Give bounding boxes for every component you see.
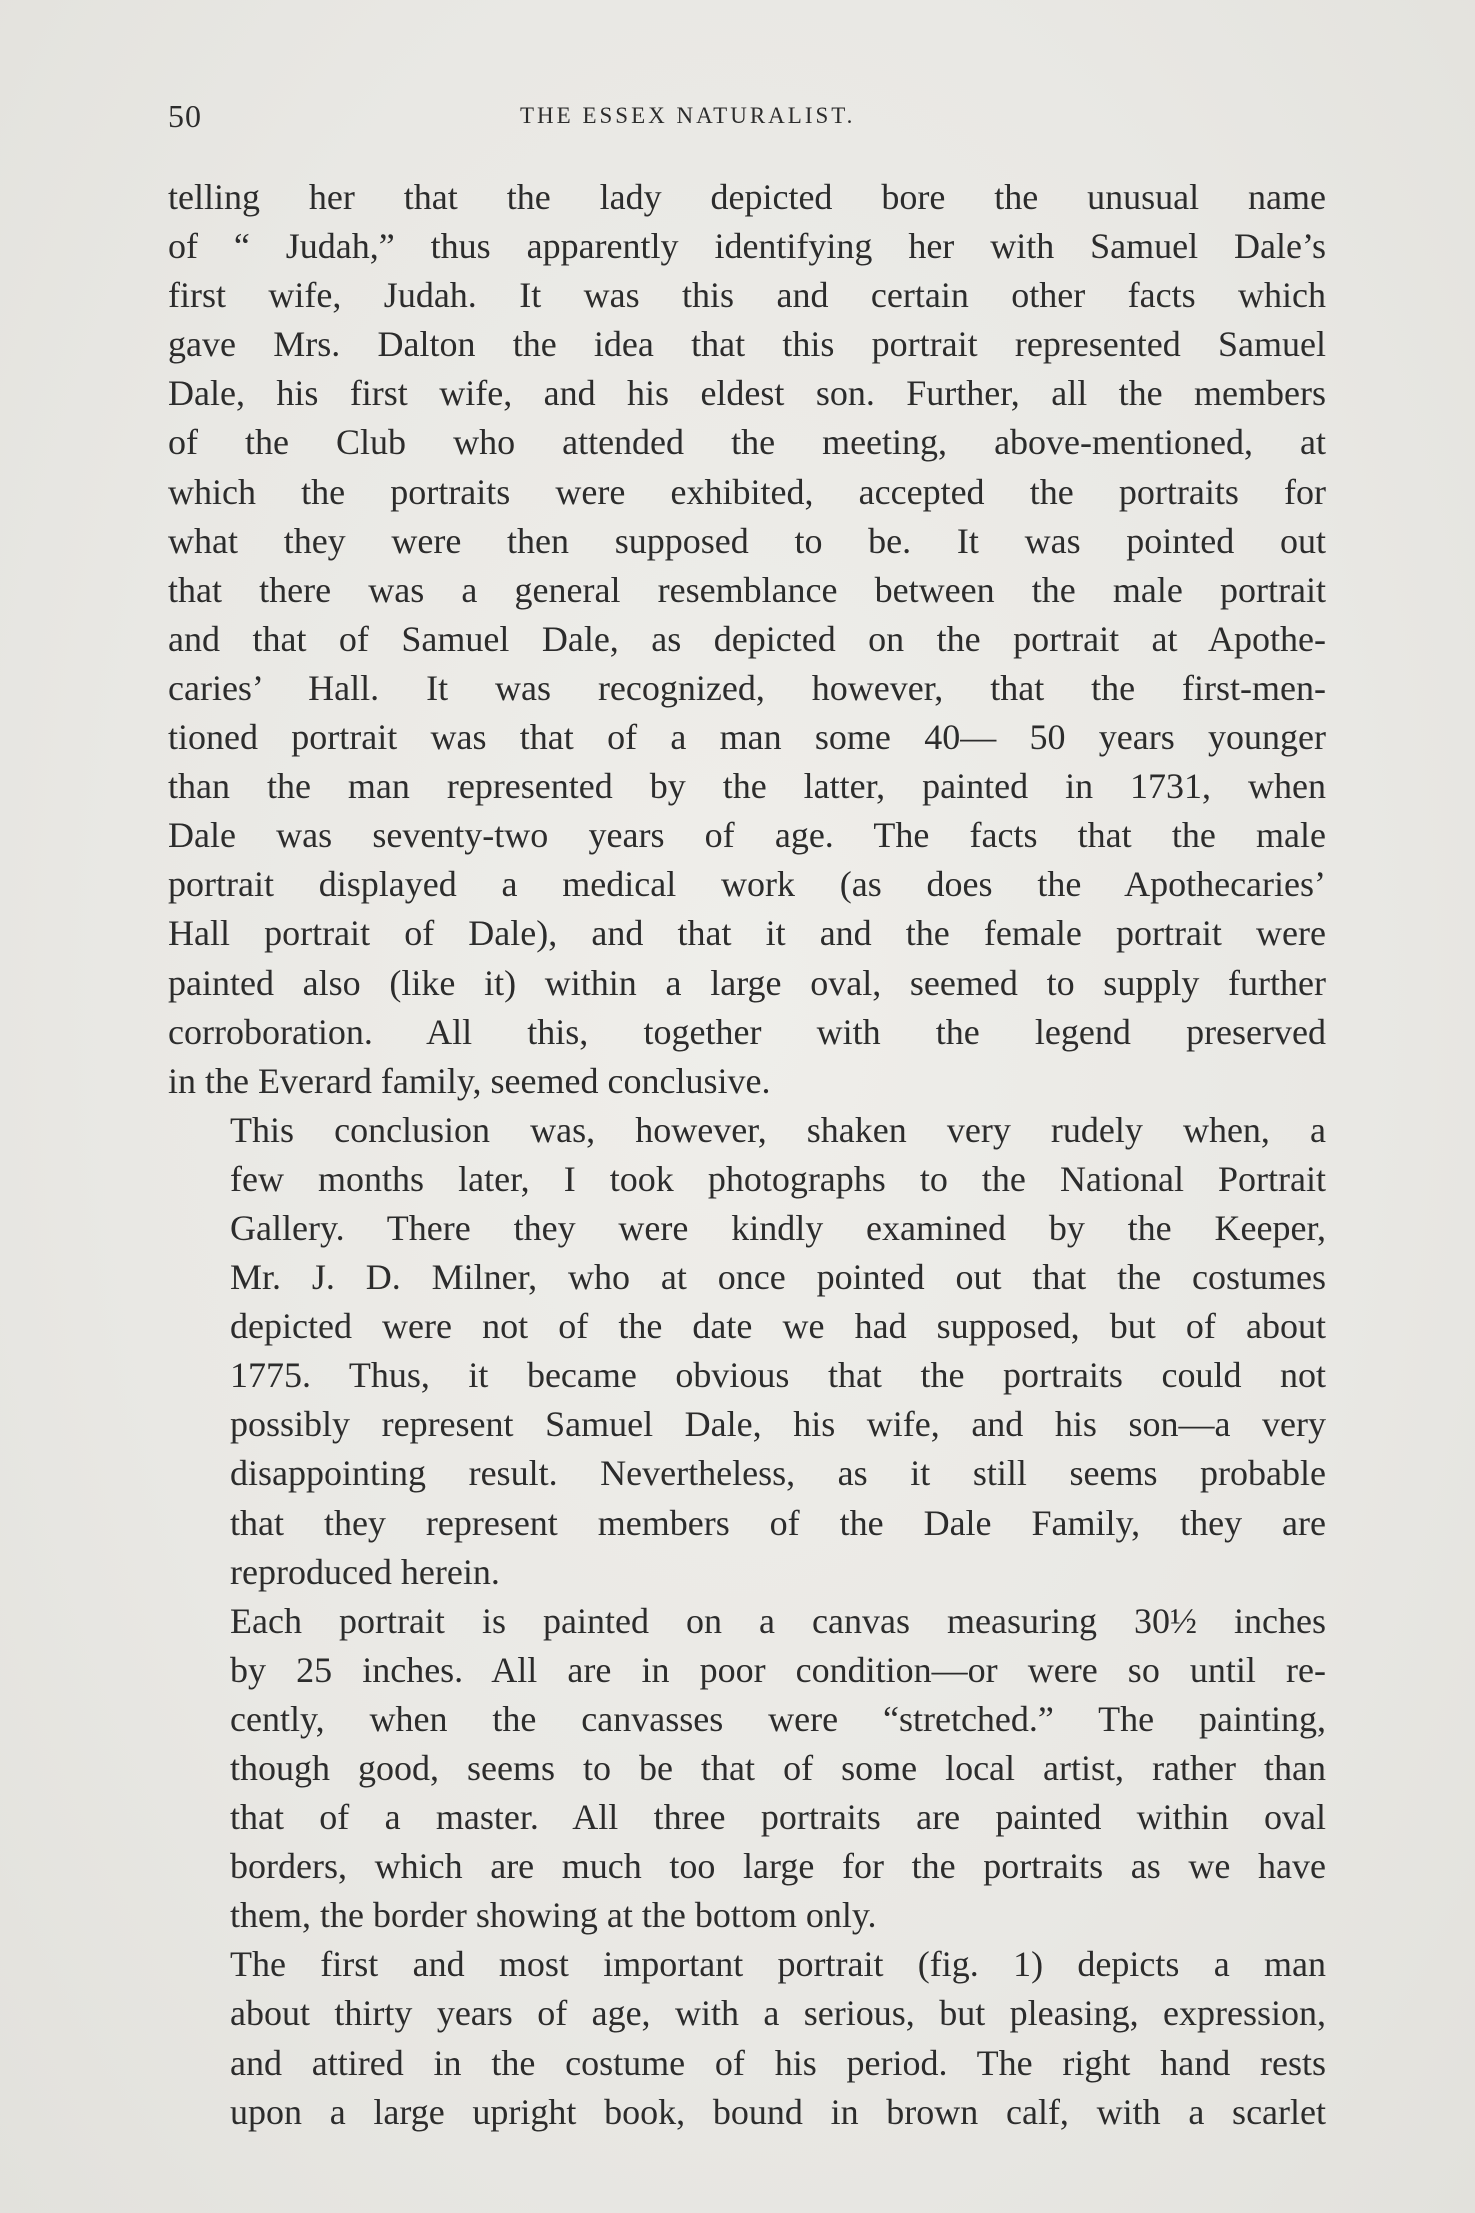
- text-line: painted also (like it) within a large oval, seemed to supply further: [168, 962, 1326, 1003]
- text-line: them, the border showing at the bottom only.: [230, 1895, 877, 1936]
- text-line: than the man represented by the latter, painted in 1731, when: [168, 766, 1326, 807]
- text-line: The first and most important portrait (fig. 1) depicts a man: [230, 1944, 1326, 1985]
- paragraph-4: [168, 1940, 1326, 2136]
- text-line: Dale, his first wife, and his eldest son. Further, all the members: [168, 373, 1326, 414]
- text-line: that there was a general resemblance between the male portrait: [168, 569, 1326, 610]
- text-line: corroboration. All this, together with the legend preserved: [168, 1011, 1326, 1052]
- text-line: reproduced herein.: [230, 1551, 500, 1592]
- paragraph-1: [168, 173, 1326, 1106]
- text-line: what they were then supposed to be. It was pointed out: [168, 520, 1326, 561]
- text-line: that they represent members of the Dale Family, they are: [230, 1502, 1326, 1543]
- text-line: of the Club who attended the meeting, above-mentioned, at: [168, 422, 1326, 463]
- text-line: portrait displayed a medical work (as does the Apothecaries’: [168, 864, 1326, 905]
- text-line: and attired in the costume of his period. The right hand rests: [230, 2042, 1326, 2083]
- text-line: in the Everard family, seemed conclusive.: [168, 1060, 771, 1101]
- text-line: caries’ Hall. It was recognized, however, that the first-men-: [168, 667, 1326, 708]
- text-line: first wife, Judah. It was this and certain other facts which: [168, 275, 1326, 316]
- journal-title: THE ESSEX NATURALIST.: [520, 103, 856, 128]
- text-line: Gallery. There they were kindly examined by the Keeper,: [230, 1207, 1326, 1248]
- text-line: borders, which are much too large for the portraits as we have: [230, 1846, 1326, 1887]
- text-line: few months later, I took photographs to the National Portrait: [230, 1158, 1326, 1199]
- text-line: that of a master. All three portraits are painted within oval: [230, 1797, 1326, 1838]
- body-text: [168, 173, 1326, 2137]
- text-line: Mr. J. D. Milner, who at once pointed out that the costumes: [230, 1257, 1326, 1298]
- text-line: depicted were not of the date we had supposed, but of about: [230, 1306, 1326, 1347]
- text-line: of “ Judah,” thus apparently identifying her with Samuel Dale’s: [168, 226, 1326, 267]
- text-line: This conclusion was, however, shaken very rudely when, a: [230, 1109, 1326, 1150]
- text-line: about thirty years of age, with a serious, but pleasing, expression,: [230, 1993, 1326, 2034]
- text-line: Hall portrait of Dale), and that it and the female portrait were: [168, 913, 1326, 954]
- text-line: by 25 inches. All are in poor condition—or were so until re-: [230, 1649, 1326, 1690]
- text-line: disappointing result. Nevertheless, as it still seems probable: [230, 1453, 1326, 1494]
- text-line: cently, when the canvasses were “stretched.” The painting,: [230, 1698, 1326, 1739]
- text-line: possibly represent Samuel Dale, his wife, and his son—a very: [230, 1404, 1326, 1445]
- text-line: upon a large upright book, bound in brown calf, with a scarlet: [230, 2091, 1326, 2132]
- text-line: and that of Samuel Dale, as depicted on the portrait at Apothe-: [168, 618, 1326, 659]
- text-line: though good, seems to be that of some local artist, rather than: [230, 1748, 1326, 1788]
- text-line: Each portrait is painted on a canvas measuring 30½ inches: [230, 1600, 1326, 1641]
- page-number: 50: [168, 98, 202, 134]
- text-line: telling her that the lady depicted bore the unusual name: [168, 177, 1326, 217]
- paragraph-3: [168, 1597, 1326, 1941]
- text-line: Dale was seventy-two years of age. The facts that the male: [168, 815, 1326, 856]
- running-head: [168, 98, 1326, 138]
- text-line: tioned portrait was that of a man some 40— 50 years younger: [168, 717, 1326, 758]
- text-line: which the portraits were exhibited, accepted the portraits for: [168, 471, 1326, 512]
- text-line: 1775. Thus, it became obvious that the portraits could not: [230, 1355, 1326, 1396]
- text-line: gave Mrs. Dalton the idea that this portrait represented Samuel: [168, 324, 1326, 365]
- paragraph-2: [168, 1106, 1326, 1597]
